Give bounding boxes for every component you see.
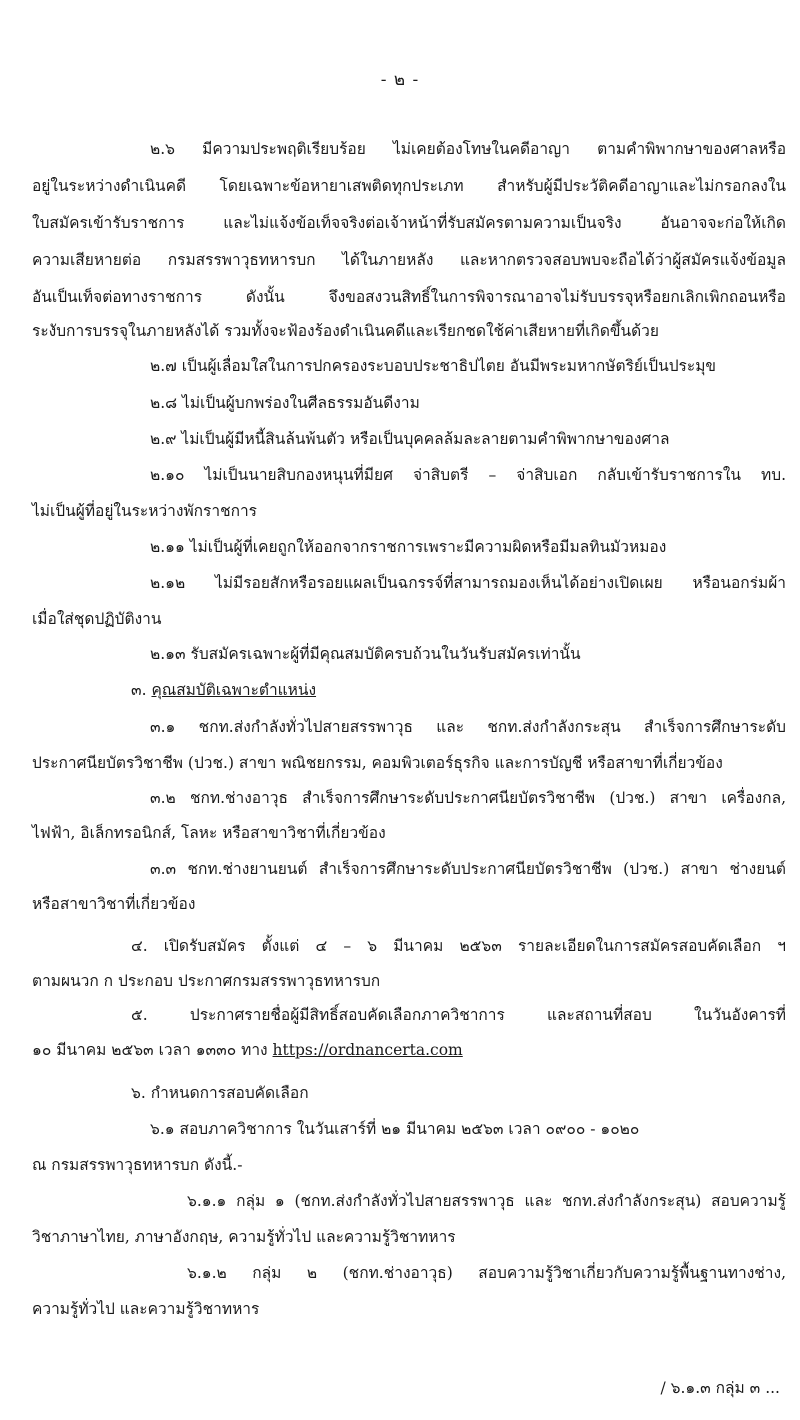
paragraph-6-1-line-1: ๖.๑ สอบภาควิชาการ ในวันเสาร์ที่ ๒๑ มีนาคม ๒๕๖๓ เวลา ๐๙๐๐ - ๑๐๒๐ (150, 1120, 640, 1138)
paragraph-2-7: ๒.๗ เป็นผู้เลื่อมใสในการปกครองระบอบประชาธิปไตย อันมีพระมหากษัตริย์เป็นประมุข (150, 357, 717, 375)
paragraph-3-3-line-2: หรือสาขาวิชาที่เกี่ยวข้อง (32, 895, 196, 913)
section-3-title: คุณสมบัติเฉพาะตำแหน่ง (151, 681, 317, 699)
paragraph-2-6-line-4: ความเสียหายต่อ กรมสรรพาวุธทหารบก ได้ในภายหลัง และหากตรวจสอบพบจะถือได้ว่าผู้สมัครแจ้งข้อมูล (32, 251, 786, 269)
paragraph-6-1-1-line-1: ๖.๑.๑ กลุ่ม ๑ (ชกท.ส่งกำลังทั่วไปสายสรรพาวุธ และ ชกท.ส่งกำลังกระสุน) สอบความรู้ (187, 1192, 786, 1210)
paragraph-2-6-line-5: อันเป็นเท็จต่อทางราชการ ดังนั้น จึงขอสงวนสิทธิ์ในการพิจารณาอาจไม่รับบรรจุหรือยกเลิกเพิกถอนหรือ (32, 288, 786, 306)
paragraph-2-8: ๒.๘ ไม่เป็นผู้บกพร่องในศีลธรรมอันดีงาม (150, 394, 420, 412)
paragraph-3-2-line-1: ๓.๒ ชกท.ช่างอาวุธ สำเร็จการศึกษาระดับประกาศนียบัตรวิชาชีพ (ปวช.) สาขา เครื่องกล, (150, 789, 786, 807)
paragraph-4-line-1: ๔. เปิดรับสมัคร ตั้งแต่ ๔ – ๖ มีนาคม ๒๕๖๓ รายละเอียดในการสมัครสอบคัดเลือก ฯ (131, 937, 786, 955)
paragraph-2-10-line-1: ๒.๑๐ ไม่เป็นนายสิบกองหนุนที่มียศ จ่าสิบตรี – จ่าสิบเอก กลับเข้ารับราชการใน ทบ. (150, 466, 786, 484)
paragraph-5-line-1: ๕. ประกาศรายชื่อผู้มีสิทธิ์สอบคัดเลือกภาควิชาการ และสถานที่สอบ ในวันอังคารที่ (131, 1006, 786, 1024)
paragraph-5-text: ๑๐ มีนาคม ๒๕๖๓ เวลา ๑๓๓๐ ทาง (32, 1041, 273, 1059)
paragraph-6-1-2-line-1: ๖.๑.๒ กลุ่ม ๒ (ชกท.ช่างอาวุธ) สอบความรู้วิชาเกี่ยวกับความรู้พื้นฐานทางช่าง, (187, 1264, 786, 1282)
section-3-heading (131, 679, 316, 701)
paragraph-2-11: ๒.๑๑ ไม่เป็นผู้ที่เคยถูกให้ออกจากราชการเพราะมีความผิดหรือมีมลทินมัวหมอง (150, 538, 667, 556)
paragraph-2-12-line-1: ๒.๑๒ ไม่มีรอยสักหรือรอยแผลเป็นฉกรรจ์ที่สามารถมองเห็นได้อย่างเปิดเผย หรือนอกร่มผ้า (150, 574, 786, 592)
paragraph-3-1-line-1: ๓.๑ ชกท.ส่งกำลังทั่วไปสายสรรพาวุธ และ ชกท.ส่งกำลังกระสุน สำเร็จการศึกษาระดับ (150, 718, 786, 736)
paragraph-2-6-line-1: ๒.๖ มีความประพฤติเรียบร้อย ไม่เคยต้องโทษในคดีอาญา ตามคำพิพากษาของศาลหรือ (150, 140, 786, 158)
paragraph-6-1-2-line-2: ความรู้ทั่วไป และความรู้วิชาทหาร (32, 1300, 260, 1318)
paragraph-4-line-2: ตามผนวก ก ประกอบ ประกาศกรมสรรพาวุธทหารบก (32, 972, 381, 990)
paragraph-6-1-line-2: ณ กรมสรรพาวุธทหารบก ดังนี้.- (32, 1156, 243, 1174)
paragraph-6-1-1-line-2: วิชาภาษาไทย, ภาษาอังกฤษ, ความรู้ทั่วไป และความรู้วิชาทหาร (32, 1228, 456, 1246)
paragraph-2-6-line-6: ระงับการบรรจุในภายหลังได้ รวมทั้งจะฟ้องร้องดำเนินคดีและเรียกชดใช้ค่าเสียหายที่เกิดขึ้นด้วย (32, 322, 659, 340)
paragraph-2-6-line-2: อยู่ในระหว่างดำเนินคดี โดยเฉพาะข้อหายาเสพติดทุกประเภท สำหรับผู้มีประวัติคดีอาญาและไม่กรอกลงใน (32, 177, 786, 195)
paragraph-2-10-line-2: ไม่เป็นผู้ที่อยู่ในระหว่างพักราชการ (32, 502, 258, 520)
paragraph-3-1-line-2: ประกาศนียบัตรวิชาชีพ (ปวช.) สาขา พณิชยกรรม, คอมพิวเตอร์ธุรกิจ และการบัญชี หรือสาขาที่เกี่ยวข้อง (32, 754, 723, 772)
section-6-heading: ๖. กำหนดการสอบคัดเลือก (131, 1084, 309, 1102)
paragraph-2-13: ๒.๑๓ รับสมัครเฉพาะผู้ที่มีคุณสมบัติครบถ้วนในวันรับสมัครเท่านั้น (150, 645, 581, 663)
paragraph-2-6-line-3: ใบสมัครเข้ารับราชการ และไม่แจ้งข้อเท็จจริงต่อเจ้าหน้าที่รับสมัครตามความเป็นจริง อันอาจจะก่อให้เกิด (32, 214, 786, 232)
section-3-number: ๓. (131, 681, 147, 699)
registration-website-link[interactable]: https://ordnancerta.com (272, 1041, 463, 1059)
page-footer-continuation: / ๖.๑.๓ กลุ่ม ๓ ... (660, 1379, 780, 1397)
paragraph-3-2-line-2: ไฟฟ้า, อิเล็กทรอนิกส์, โลหะ หรือสาขาวิชาที่เกี่ยวข้อง (32, 824, 386, 842)
paragraph-5-line-2 (32, 1039, 463, 1061)
paragraph-3-3-line-1: ๓.๓ ชกท.ช่างยานยนต์ สำเร็จการศึกษาระดับประกาศนียบัตรวิชาชีพ (ปวช.) สาขา ช่างยนต์ (150, 860, 786, 878)
paragraph-2-9: ๒.๙ ไม่เป็นผู้มีหนี้สินล้นพ้นตัว หรือเป็นบุคคลล้มละลายตามคำพิพากษาของศาล (150, 430, 670, 448)
page-number: - ๒ - (380, 70, 420, 90)
paragraph-2-12-line-2: เมื่อใส่ชุดปฏิบัติงาน (32, 610, 162, 628)
